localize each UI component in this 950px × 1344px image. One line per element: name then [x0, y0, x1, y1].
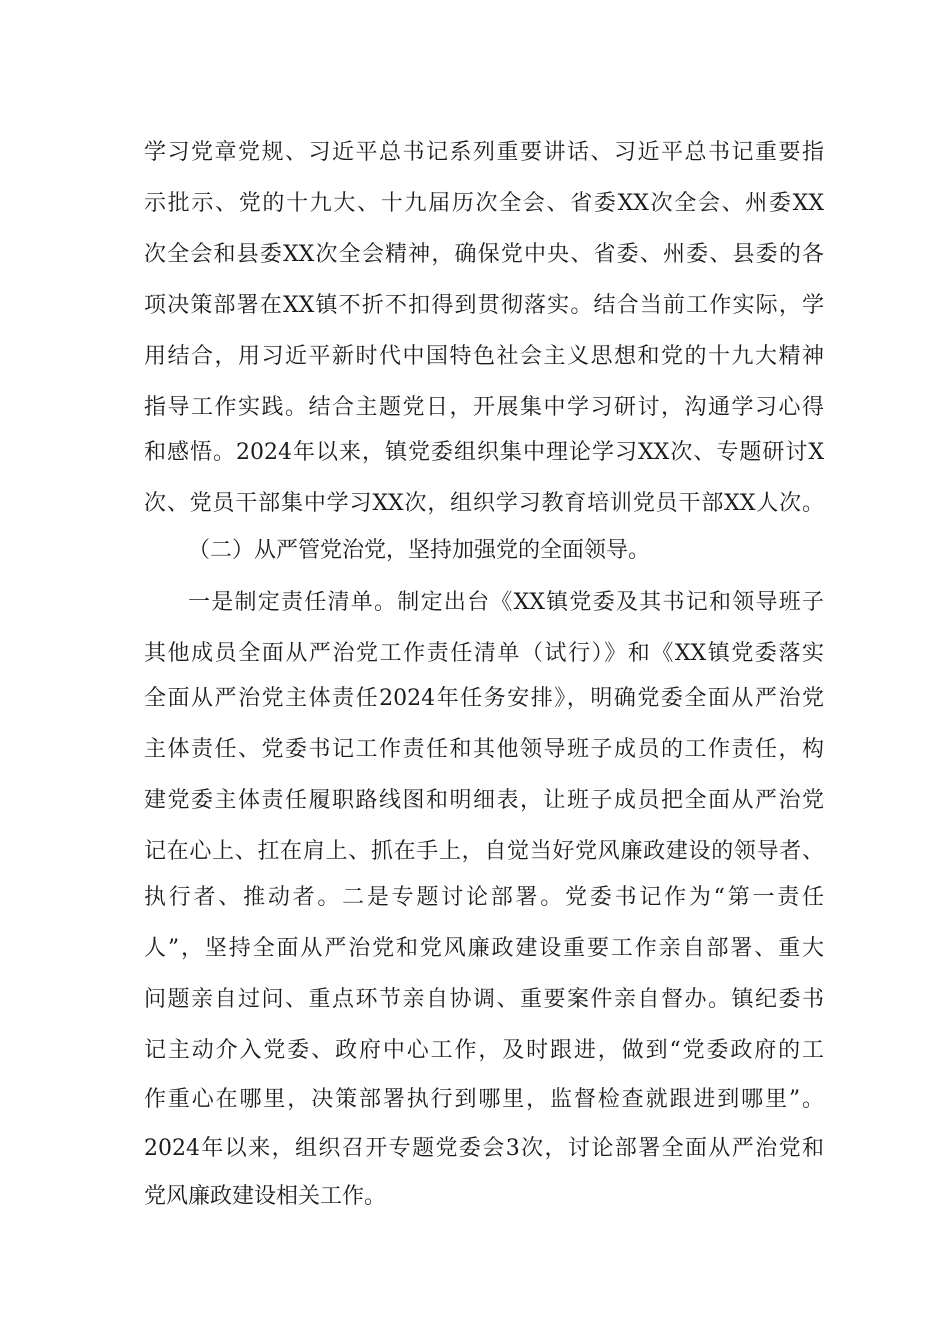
body-text-line: 问题亲自过问、重点环节亲自协调、重要案件亲自督办。镇纪委书 [144, 987, 824, 1012]
body-text-line: 学习党章党规、习近平总书记系列重要讲话、习近平总书记重要指 [144, 140, 824, 165]
body-text-line: 其他成员全面从严治党工作责任清单（试行）》和《XX镇党委落实 [144, 641, 824, 666]
body-text-line: 执行者、推动者。二是专题讨论部署。党委书记作为“第一责任 [144, 885, 824, 910]
body-text-line: 主体责任、党委书记工作责任和其他领导班子成员的工作责任，构 [144, 737, 824, 762]
paragraph-first-line: 一是制定责任清单。制定出台《XX镇党委及其书记和领导班子 [188, 590, 824, 615]
body-text-line: 全面从严治党主体责任2024年任务安排》，明确党委全面从严治党 [144, 686, 824, 711]
body-text-line: 示批示、党的十九大、十九届历次全会、省委XX次全会、州委XX [144, 191, 824, 216]
body-text-line: 项决策部署在XX镇不折不扣得到贯彻落实。结合当前工作实际，学 [144, 293, 824, 318]
body-text-line: 用结合，用习近平新时代中国特色社会主义思想和党的十九大精神 [144, 344, 824, 369]
body-text-line: 记主动介入党委、政府中心工作，及时跟进，做到“党委政府的工 [144, 1038, 824, 1063]
body-text-line: 指导工作实践。结合主题党日，开展集中学习研讨，沟通学习心得 [144, 395, 824, 420]
body-text-line: 和感悟。2024年以来，镇党委组织集中理论学习XX次、专题研讨X [144, 440, 824, 465]
body-text-line: 人”，坚持全面从严治党和党风廉政建设重要工作亲自部署、重大 [144, 936, 824, 961]
body-text-line: 作重心在哪里，决策部署执行到哪里，监督检查就跟进到哪里”。 [144, 1087, 824, 1112]
body-text-line: 党风廉政建设相关工作。 [144, 1184, 387, 1209]
body-text-line: 记在心上、扛在肩上、抓在手上，自觉当好党风廉政建设的领导者、 [144, 839, 824, 864]
body-text-line: 次全会和县委XX次全会精神，确保党中央、省委、州委、县委的各 [144, 242, 824, 267]
body-text-line: 建党委主体责任履职路线图和明细表，让班子成员把全面从严治党 [144, 788, 824, 813]
body-text-line: 2024年以来，组织召开专题党委会3次，讨论部署全面从严治党和 [144, 1136, 824, 1161]
body-text-line: 次、党员干部集中学习XX次，组织学习教育培训党员干部XX人次。 [144, 491, 824, 516]
section-heading: （二）从严管党治党，坚持加强党的全面领导。 [188, 538, 651, 563]
